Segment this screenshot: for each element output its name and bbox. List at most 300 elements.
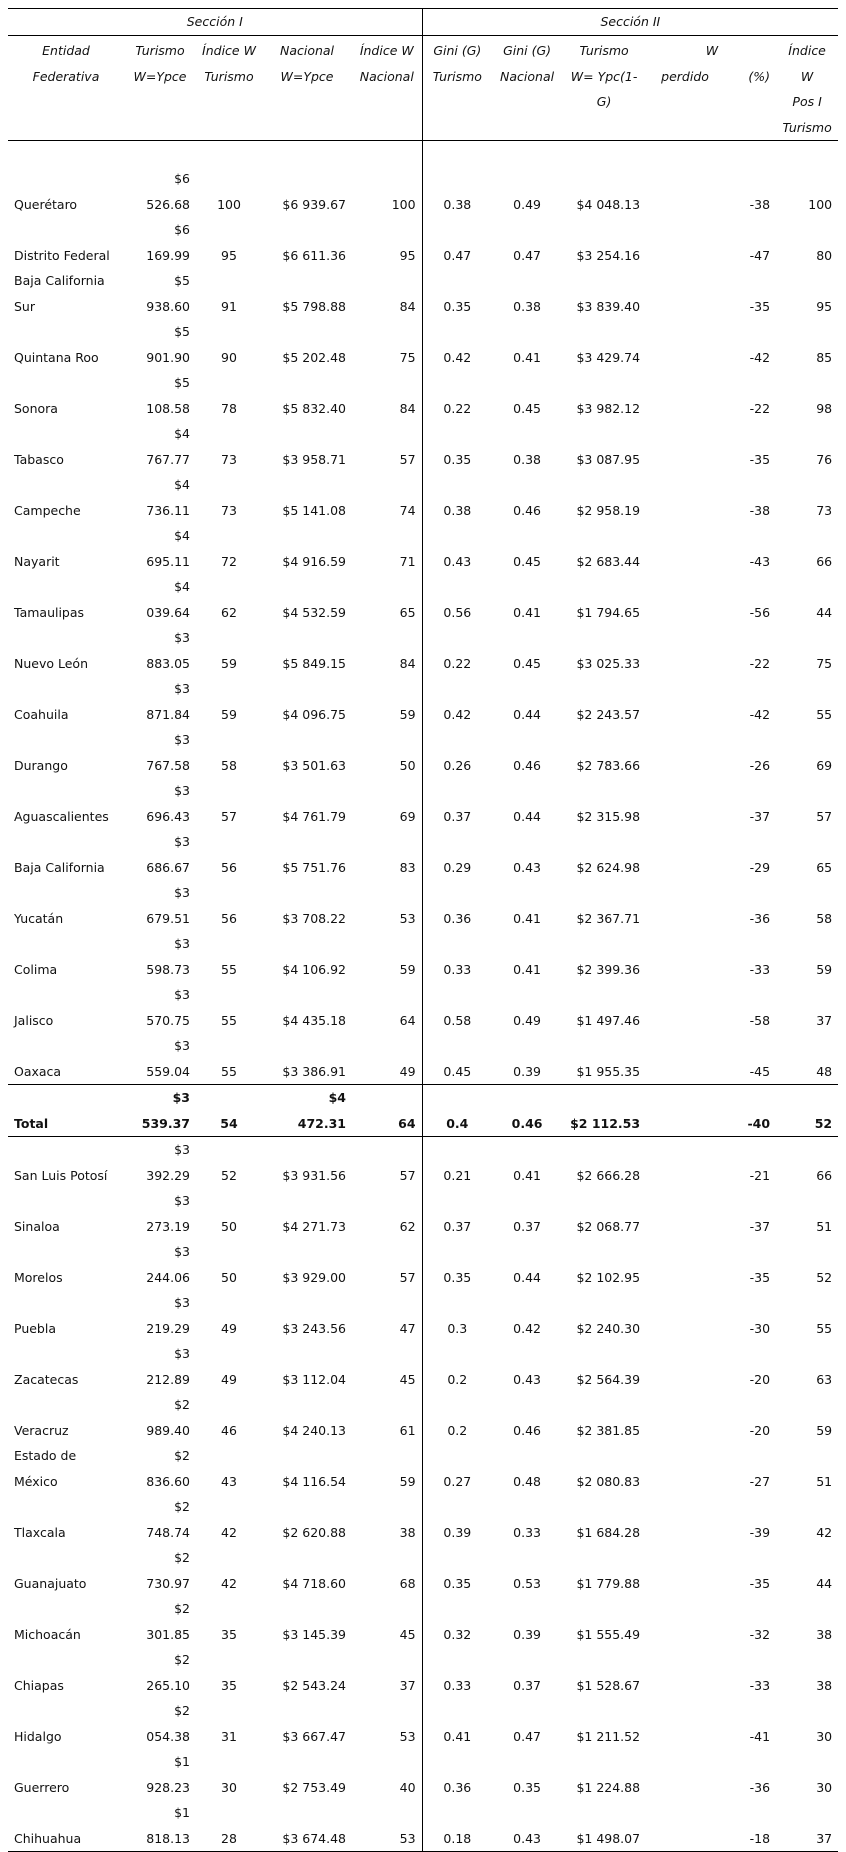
column-header-line	[268, 89, 346, 115]
turismo-value-prefix: $3	[174, 630, 190, 645]
indice-turismo: 55	[221, 961, 237, 977]
turismo-value	[124, 370, 196, 421]
column-header-line: Pos I	[792, 94, 822, 109]
column-header-line	[358, 89, 416, 115]
state-name-line: Campeche	[14, 502, 81, 518]
state-name	[8, 1800, 124, 1852]
indice-pos-turismo: 85	[816, 349, 833, 365]
percent-lost: -32	[749, 1626, 771, 1642]
turismo-w-adjusted: $2 958.19	[576, 502, 641, 518]
state-name-line: Michoacán	[14, 1626, 81, 1642]
nacional-value: $3 243.56	[282, 1320, 346, 1336]
turismo-w-adjusted: $2 112.53	[562, 1085, 646, 1137]
percent-lost: -43	[749, 553, 771, 569]
gini-turismo: 0.42	[422, 676, 492, 727]
indice-nacional: 45	[399, 1626, 416, 1642]
column-header-line: Nacional	[279, 43, 335, 58]
percent-lost: -22	[749, 655, 771, 671]
nacional-value: $2 753.49	[282, 1779, 346, 1795]
indice-nacional: 62	[399, 1218, 416, 1234]
gini-turismo: 0.58	[422, 982, 492, 1033]
percent-lost: -39	[749, 1524, 771, 1540]
indice-turismo: 90	[221, 349, 237, 365]
state-name	[8, 1596, 124, 1647]
turismo-w-adjusted: $3 982.12	[576, 400, 641, 416]
state-name-line: Puebla	[14, 1320, 56, 1336]
indice-nacional: 37	[399, 1677, 416, 1693]
turismo-w-adjusted: $2 315.98	[576, 808, 641, 824]
percent-lost: -18	[724, 1800, 776, 1852]
table-row	[8, 523, 838, 574]
w-perdido	[646, 141, 724, 218]
turismo-w-adjusted: $1 224.88	[576, 1779, 641, 1795]
turismo-value	[124, 1085, 196, 1137]
w-perdido	[646, 625, 724, 676]
column-header-8	[646, 36, 724, 141]
indice-turismo: 52	[221, 1167, 237, 1183]
indice-nacional: 68	[399, 1575, 416, 1591]
indice-pos-turismo: 76	[816, 451, 833, 467]
gini-turismo: 0.29	[422, 829, 492, 880]
gini-turismo: 0.22	[422, 625, 492, 676]
state-name	[8, 1545, 124, 1596]
turismo-w-adjusted: $1 528.67	[576, 1677, 641, 1693]
column-header-line	[652, 89, 718, 115]
indice-pos-turismo: 51	[816, 1473, 833, 1489]
table-row	[8, 625, 838, 676]
section-1-label: Sección I	[8, 9, 422, 36]
turismo-value	[124, 1596, 196, 1647]
turismo-value-prefix: $3	[174, 1346, 190, 1361]
w-perdido	[646, 676, 724, 727]
w-perdido	[646, 1545, 724, 1596]
w-perdido	[646, 727, 724, 778]
turismo-w-adjusted: $1 498.07	[562, 1800, 646, 1852]
gini-turismo: 0.38	[422, 141, 492, 218]
indice-turismo: 100	[217, 196, 241, 212]
gini-turismo: 0.35	[422, 1239, 492, 1290]
state-name	[8, 676, 124, 727]
turismo-value	[124, 472, 196, 523]
state-name-line: Coahuila	[14, 706, 69, 722]
turismo-value-amount: 054.38	[146, 1728, 190, 1744]
table-row	[8, 1033, 838, 1085]
turismo-w-adjusted: $2 367.71	[576, 910, 641, 926]
turismo-w-adjusted: $3 025.33	[576, 655, 641, 671]
state-name-line: Querétaro	[14, 196, 78, 212]
indice-turismo: 57	[221, 808, 237, 824]
turismo-value	[124, 1494, 196, 1545]
indice-pos-turismo: 37	[776, 1800, 838, 1852]
state-name	[8, 1494, 124, 1545]
gini-nacional: 0.47	[513, 247, 541, 263]
indice-nacional: 57	[399, 1269, 416, 1285]
indice-turismo: 58	[221, 757, 237, 773]
turismo-value-amount: 767.77	[146, 451, 190, 467]
indice-pos-turismo: 38	[816, 1626, 833, 1642]
state-name	[8, 1392, 124, 1443]
gini-nacional: 0.45	[513, 553, 541, 569]
nacional-value-prefix: $4	[328, 1090, 346, 1105]
percent-lost: -56	[749, 604, 771, 620]
turismo-value-prefix: $4	[174, 477, 190, 492]
percent-lost: -42	[749, 706, 771, 722]
nacional-value: $3 667.47	[282, 1728, 346, 1744]
turismo-value	[124, 1137, 196, 1189]
w-perdido	[646, 1137, 724, 1189]
nacional-value: $5 849.15	[282, 655, 346, 671]
turismo-value	[124, 1800, 196, 1852]
state-name-line: Hidalgo	[14, 1728, 62, 1744]
state-name-line: Veracruz	[14, 1422, 69, 1438]
indice-pos-turismo: 69	[816, 757, 833, 773]
indice-turismo: 95	[221, 247, 237, 263]
turismo-value	[124, 141, 196, 218]
turismo-value-amount: 818.13	[146, 1830, 190, 1846]
w-perdido	[646, 1494, 724, 1545]
indice-pos-turismo: 58	[816, 910, 833, 926]
gini-nacional: 0.49	[513, 196, 541, 212]
nacional-value: $3 674.48	[262, 1800, 352, 1852]
gini-turismo: 0.37	[422, 1188, 492, 1239]
indice-pos-turismo: 30	[816, 1728, 833, 1744]
nacional-value: $4 532.59	[282, 604, 346, 620]
column-header-line: Índice W	[202, 43, 256, 58]
column-header-line	[730, 89, 770, 115]
gini-nacional: 0.37	[513, 1677, 541, 1693]
gini-nacional: 0.53	[513, 1575, 541, 1591]
indice-turismo: 43	[221, 1473, 237, 1489]
gini-turismo: 0.2	[422, 1341, 492, 1392]
indice-pos-turismo: 80	[816, 247, 833, 263]
state-name-line: Sonora	[14, 400, 58, 416]
turismo-w-adjusted: $2 683.44	[576, 553, 641, 569]
indice-turismo: 49	[221, 1371, 237, 1387]
indice-pos-turismo: 57	[816, 808, 833, 824]
w-perdido	[646, 982, 724, 1033]
table-row	[8, 1290, 838, 1341]
state-name-line: Baja California	[14, 859, 105, 875]
indice-pos-turismo: 66	[816, 1167, 833, 1183]
percent-lost: -20	[749, 1371, 771, 1387]
gini-turismo: 0.35	[422, 1545, 492, 1596]
section-2-label: Sección II	[422, 9, 838, 36]
state-name	[8, 880, 124, 931]
state-name-line: Morelos	[14, 1269, 63, 1285]
table-row	[8, 141, 838, 218]
nacional-value: $3 958.71	[282, 451, 346, 467]
turismo-w-adjusted: $1 211.52	[576, 1728, 641, 1744]
percent-lost: -29	[749, 859, 771, 875]
gini-nacional: 0.43	[513, 1371, 541, 1387]
turismo-value-amount: 989.40	[146, 1422, 190, 1438]
turismo-w-adjusted: $3 429.74	[576, 349, 641, 365]
percent-lost: -21	[749, 1167, 771, 1183]
gini-nacional: 0.45	[513, 400, 541, 416]
percent-lost: -35	[749, 1269, 771, 1285]
turismo-value	[124, 778, 196, 829]
column-header-row	[8, 36, 838, 141]
percent-lost: -40	[724, 1085, 776, 1137]
table-row	[8, 982, 838, 1033]
table-row	[8, 1443, 838, 1494]
section-header-row	[8, 9, 838, 36]
turismo-value-prefix: $3	[174, 732, 190, 747]
data-table	[8, 8, 838, 1852]
state-name-line: Chihuahua	[14, 1830, 82, 1846]
column-header-9	[724, 36, 776, 141]
gini-nacional: 0.44	[513, 1269, 541, 1285]
table-row	[8, 1137, 838, 1189]
turismo-value-amount: 539.37	[141, 1115, 190, 1131]
w-perdido	[646, 319, 724, 370]
turismo-value	[124, 1033, 196, 1085]
turismo-value-prefix: $6	[174, 171, 190, 186]
turismo-w-adjusted: $1 955.35	[576, 1063, 641, 1079]
state-name-line: México	[14, 1473, 58, 1489]
state-name-line1: Estado de	[14, 1448, 77, 1463]
indice-nacional: 38	[399, 1524, 416, 1540]
w-perdido	[646, 268, 724, 319]
turismo-w-adjusted: $3 839.40	[576, 298, 641, 314]
indice-pos-turismo: 44	[816, 1575, 833, 1591]
table-row	[8, 1341, 838, 1392]
column-header-line: Entidad	[42, 43, 90, 58]
indice-turismo: 59	[221, 706, 237, 722]
state-name	[8, 727, 124, 778]
indice-pos-turismo: 38	[816, 1677, 833, 1693]
table-row	[8, 880, 838, 931]
indice-nacional: 64	[399, 1012, 416, 1028]
percent-lost: -42	[749, 349, 771, 365]
w-perdido	[646, 1392, 724, 1443]
w-perdido	[646, 472, 724, 523]
indice-nacional: 83	[399, 859, 416, 875]
percent-lost: -37	[749, 1218, 771, 1234]
turismo-w-adjusted: $3 254.16	[576, 247, 641, 263]
indice-pos-turismo: 44	[816, 604, 833, 620]
column-header-10	[776, 36, 838, 141]
turismo-value-prefix: $5	[174, 324, 190, 339]
state-name-line: Tabasco	[14, 451, 64, 467]
gini-nacional: 0.38	[513, 298, 541, 314]
indice-turismo: 59	[221, 655, 237, 671]
turismo-value-amount: 871.84	[146, 706, 190, 722]
turismo-value-prefix: $1	[174, 1754, 190, 1769]
column-header-line: Índice W	[788, 43, 826, 84]
turismo-value-prefix: $2	[174, 1550, 190, 1565]
nacional-value: $3 112.04	[282, 1371, 346, 1387]
column-header-line: W	[705, 43, 719, 58]
gini-nacional: 0.41	[513, 961, 541, 977]
percent-lost: -20	[749, 1422, 771, 1438]
column-header-7	[562, 36, 646, 141]
w-perdido	[646, 1341, 724, 1392]
nacional-value: $4 240.13	[282, 1422, 346, 1438]
state-name-line: Oaxaca	[14, 1063, 62, 1079]
state-name	[8, 625, 124, 676]
indice-turismo: 73	[221, 451, 237, 467]
gini-turismo: 0.4	[422, 1085, 492, 1137]
turismo-value-amount: 108.58	[146, 400, 190, 416]
percent-lost: -36	[749, 910, 771, 926]
column-header-line: Nacional	[500, 68, 555, 84]
indice-nacional: 84	[399, 655, 416, 671]
gini-nacional: 0.44	[513, 808, 541, 824]
turismo-value-amount: 767.58	[146, 757, 190, 773]
gini-nacional: 0.41	[513, 910, 541, 926]
column-header-line: Turismo	[782, 119, 832, 135]
state-name-line: Sur	[14, 298, 35, 314]
indice-turismo: 28	[196, 1800, 262, 1852]
nacional-value: $3 145.39	[282, 1626, 346, 1642]
nacional-value: $4 916.59	[282, 553, 346, 569]
column-header-line: Nacional	[359, 68, 414, 84]
w-perdido	[646, 370, 724, 421]
state-name	[8, 319, 124, 370]
turismo-value	[124, 829, 196, 880]
state-name	[8, 1698, 124, 1749]
nacional-value: $2 620.88	[282, 1524, 346, 1540]
table-row	[8, 1647, 838, 1698]
turismo-value	[124, 1545, 196, 1596]
turismo-w-adjusted: $2 381.85	[576, 1422, 641, 1438]
state-name-line: Guerrero	[14, 1779, 70, 1795]
indice-nacional: 69	[399, 808, 416, 824]
gini-turismo: 0.3	[422, 1290, 492, 1341]
turismo-value-prefix: $3	[172, 1090, 190, 1105]
turismo-value-amount: 039.64	[146, 604, 190, 620]
indice-turismo: 31	[221, 1728, 237, 1744]
w-perdido	[646, 1443, 724, 1494]
table-row	[8, 1392, 838, 1443]
turismo-value	[124, 625, 196, 676]
column-header-line: Turismo	[579, 43, 629, 58]
turismo-value-prefix: $1	[174, 1805, 190, 1820]
w-perdido	[646, 1085, 724, 1137]
indice-nacional: 59	[399, 961, 416, 977]
gini-turismo: 0.33	[422, 931, 492, 982]
state-name-line: Quintana Roo	[14, 349, 99, 365]
turismo-value-prefix: $5	[174, 273, 190, 288]
turismo-value-prefix: $2	[174, 1601, 190, 1616]
turismo-value-amount: 392.29	[146, 1167, 190, 1183]
table-row	[8, 472, 838, 523]
turismo-w-adjusted: $1 794.65	[576, 604, 641, 620]
state-name-line: Zacatecas	[14, 1371, 79, 1387]
turismo-value-prefix: $3	[174, 1142, 190, 1157]
table-row	[8, 1494, 838, 1545]
column-header-line: W= Ypc(1-	[570, 68, 638, 84]
state-name-line: Distrito Federal	[14, 247, 110, 263]
percent-lost: -58	[749, 1012, 771, 1028]
indice-nacional: 49	[399, 1063, 416, 1079]
indice-turismo: 42	[221, 1575, 237, 1591]
indice-nacional: 59	[399, 1473, 416, 1489]
turismo-w-adjusted: $3 087.95	[576, 451, 641, 467]
turismo-w-adjusted: $2 068.77	[576, 1218, 641, 1234]
percent-lost: -35	[749, 451, 771, 467]
turismo-value-amount: 938.60	[146, 298, 190, 314]
gini-nacional: 0.35	[513, 1779, 541, 1795]
nacional-value: $3 929.00	[282, 1269, 346, 1285]
turismo-value-amount: 219.29	[146, 1320, 190, 1336]
gini-turismo: 0.21	[422, 1137, 492, 1189]
turismo-value	[124, 1239, 196, 1290]
gini-turismo: 0.42	[422, 319, 492, 370]
gini-nacional: 0.41	[513, 349, 541, 365]
table-row	[8, 370, 838, 421]
gini-turismo: 0.36	[422, 1749, 492, 1800]
indice-turismo: 91	[221, 298, 237, 314]
state-name-line: San Luis Potosí	[14, 1167, 108, 1183]
turismo-value-prefix: $2	[174, 1448, 190, 1463]
turismo-w-adjusted: $2 624.98	[576, 859, 641, 875]
turismo-w-adjusted: $1 779.88	[576, 1575, 641, 1591]
indice-pos-turismo: 42	[816, 1524, 833, 1540]
indice-turismo: 72	[221, 553, 237, 569]
nacional-value-amount: 472.31	[297, 1115, 346, 1131]
turismo-value-amount: 730.97	[146, 1575, 190, 1591]
turismo-w-adjusted: $1 684.28	[576, 1524, 641, 1540]
indice-pos-turismo: 52	[776, 1085, 838, 1137]
state-name	[8, 268, 124, 319]
turismo-value	[124, 880, 196, 931]
state-name	[8, 574, 124, 625]
state-name	[8, 1188, 124, 1239]
table-row	[8, 319, 838, 370]
indice-turismo: 50	[221, 1269, 237, 1285]
turismo-value-amount: 570.75	[146, 1012, 190, 1028]
column-header-line	[202, 89, 256, 115]
indice-pos-turismo: 55	[816, 706, 833, 722]
w-perdido	[646, 574, 724, 625]
percent-lost: -47	[749, 247, 771, 263]
turismo-value-amount: 696.43	[146, 808, 190, 824]
turismo-value	[124, 217, 196, 268]
indice-nacional: 50	[399, 757, 416, 773]
percent-lost: -35	[749, 298, 771, 314]
table-row	[8, 1239, 838, 1290]
column-header-1	[124, 36, 196, 141]
table-row	[8, 1085, 838, 1137]
turismo-value-amount: 748.74	[146, 1524, 190, 1540]
state-name-line: Total	[14, 1115, 49, 1131]
gini-nacional: 0.38	[513, 451, 541, 467]
w-perdido	[646, 1800, 724, 1852]
turismo-value-prefix: $2	[174, 1397, 190, 1412]
indice-nacional: 65	[399, 604, 416, 620]
indice-pos-turismo: 30	[816, 1779, 833, 1795]
nacional-value: $5 832.40	[282, 400, 346, 416]
state-name-line: Colima	[14, 961, 58, 977]
state-name	[8, 1647, 124, 1698]
state-name-line: Guanajuato	[14, 1575, 87, 1591]
indice-pos-turismo: 95	[816, 298, 833, 314]
turismo-value	[124, 1341, 196, 1392]
turismo-value-amount: 686.67	[146, 859, 190, 875]
turismo-value	[124, 523, 196, 574]
state-name-line1: Baja California	[14, 273, 105, 288]
indice-pos-turismo: 75	[816, 655, 833, 671]
indice-pos-turismo: 65	[816, 859, 833, 875]
percent-lost: -26	[749, 757, 771, 773]
turismo-w-adjusted: $4 048.13	[576, 196, 641, 212]
indice-nacional: 84	[399, 298, 416, 314]
percent-lost: -33	[749, 961, 771, 977]
turismo-value-prefix: $6	[174, 222, 190, 237]
indice-nacional: 59	[399, 706, 416, 722]
